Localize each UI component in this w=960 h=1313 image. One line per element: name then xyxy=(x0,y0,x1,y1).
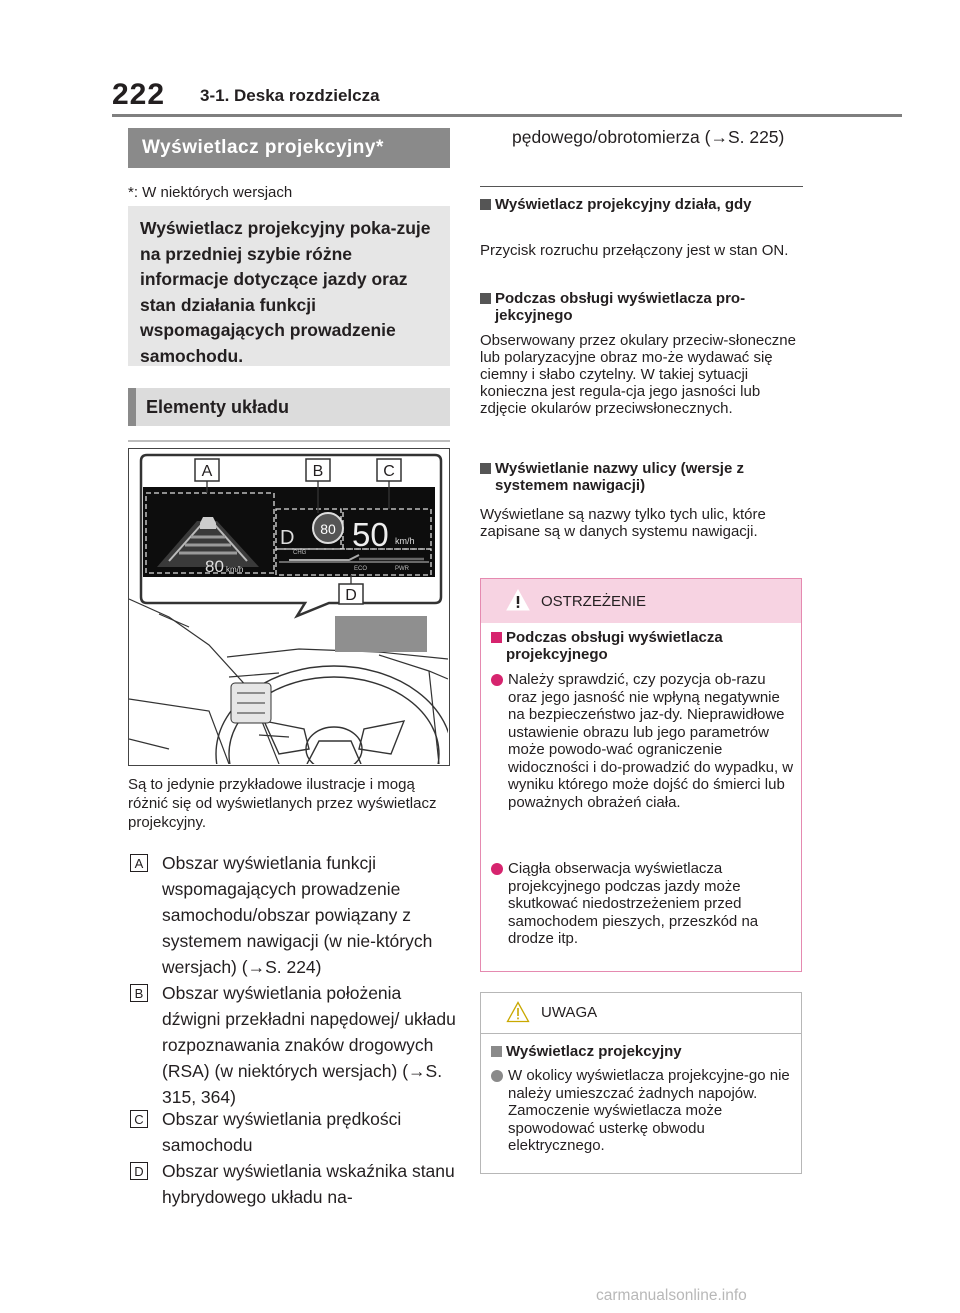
intro-box: Wyświetlacz projekcyjny poka-zuje na przedniej szybie różne informacje dotyczące jazdy oraz stan działania funkcji wspomagających prowadzenie samochodu. xyxy=(128,206,450,366)
warning-title: OSTRZEŻENIE xyxy=(541,593,647,610)
square-bullet-icon xyxy=(491,632,502,643)
chg-label: CHG xyxy=(293,550,307,556)
subsection-title: Elementy układu xyxy=(128,388,450,426)
chapter-title-bar: Wyświetlacz projekcyjny* xyxy=(128,128,450,168)
warning-header xyxy=(481,579,801,623)
notice-header xyxy=(481,993,801,1034)
warning-box xyxy=(480,578,802,972)
legend-item xyxy=(130,1106,460,1158)
notice-box xyxy=(480,992,802,1174)
bullet-dot-icon xyxy=(491,1070,503,1082)
info-heading: Wyświetlacz projekcyjny działa, gdy xyxy=(480,196,802,213)
subsection-rule xyxy=(128,440,450,442)
section-title: 3-1. Deska rozdzielcza xyxy=(200,86,380,105)
gear-indicator: D xyxy=(280,527,295,549)
legend-text: Obszar wyświetlania prędkości samochodu xyxy=(162,1109,402,1155)
set-speed-unit: km/h xyxy=(226,565,244,574)
info-body: Wyświetlane są nazwy tylko tych ulic, które zapisane są w danych systemu nawigacji. xyxy=(480,506,766,540)
footnote: *: W niektórych wersjach xyxy=(128,184,293,201)
speed-value: 50 xyxy=(352,516,389,553)
speed-limit-value: 80 xyxy=(320,521,336,537)
legend-text: Obszar wyświetlania wskaźnika stanu hybrydowego układu na- xyxy=(162,1161,455,1207)
bullet-dot-icon xyxy=(491,674,503,686)
notice-title: UWAGA xyxy=(541,1004,598,1021)
legend-item xyxy=(130,980,460,1110)
callout-a: A xyxy=(201,463,213,480)
page-number: 222 xyxy=(112,78,166,111)
watermark: carmanualsonline.info xyxy=(596,1287,747,1304)
square-bullet-icon xyxy=(480,199,491,210)
pwr-label: PWR xyxy=(395,566,409,572)
legend-text: Obszar wyświetlania funkcji wspomagających prowadzenie samochodu/obszar powiązany z systemem nawigacji (w nie-których wersjach) (→S. 224) xyxy=(162,853,433,977)
square-bullet-icon xyxy=(480,463,491,474)
square-bullet-icon xyxy=(480,293,491,304)
info-body: Obserwowany przez okulary przeciw-słoneczne lub polaryzacyjne obraz mo-że wydawać się ciemny i słabo czytelny. W takiej sytuacji konieczna jest regula-cja jego jasności lub zdjęcie okularów przeciwsłonecznych. xyxy=(480,332,796,417)
square-bullet-icon xyxy=(491,1046,502,1057)
notice-bullet: W okolicy wyświetlacza projekcyjne-go nie należy umieszczać żadnych napojów. Zamoczenie wyświetlacza może spowodować usterkę obwodu elektrycznego. xyxy=(491,1067,797,1155)
warning-heading: Podczas obsługi wyświetlacza projekcyjnego xyxy=(491,629,791,663)
warning-bullet: Należy sprawdzić, czy pozycja ob-razu oraz jego jasność nie wpłyną negatywnie na bezpieczeństwo jaz-dy. Nieprawidłowe ustawienie obrazu lub jego parametrów może powodo-wać ograniczenie widoczności i do-prowadzić do wypadku, w wyniku którego może dojść do śmierci lub poważnych obrażeń ciała. xyxy=(491,671,797,811)
info-heading: Podczas obsługi wyświetlacza pro-jekcyjnego xyxy=(480,290,802,324)
illustration-caption: Są to jedynie przykładowe ilustracje i mogą różnić się od wyświetlanych przez wyświetlacz projekcyjny. xyxy=(128,776,437,831)
legend-text: Obszar wyświetlania położenia dźwigni przekładni napędowej/ układu rozpoznawania znaków drogowych (RSA) (w niektórych wersjach) (→S. 315, 364) xyxy=(162,983,456,1107)
speed-unit: km/h xyxy=(395,536,415,546)
callout-c: C xyxy=(383,463,395,480)
hud-illustration xyxy=(128,448,450,766)
callout-b: B xyxy=(312,463,324,480)
projection-area xyxy=(335,616,427,652)
notice-heading: Wyświetlacz projekcyjny xyxy=(491,1043,791,1060)
info-body: Przycisk rozruchu przełączony jest w stan ON. xyxy=(480,242,789,259)
warning-triangle-icon xyxy=(506,589,530,611)
legend-label: C xyxy=(130,1110,148,1128)
legend-item xyxy=(130,850,460,980)
eco-label: ECO xyxy=(354,566,368,572)
legend-label: D xyxy=(130,1162,148,1180)
callout-d: D xyxy=(345,587,357,604)
column-rule xyxy=(480,186,803,187)
warning-bullet: Ciągła obserwacja wyświetlacza projekcyjnego podczas jazdy może skutkować niedostrzeżeniem przed samochodem pieszych, przeszkód na drodze itp. xyxy=(491,860,797,948)
caution-triangle-icon xyxy=(506,1001,530,1023)
set-speed: 80 xyxy=(205,557,224,576)
bullet-dot-icon xyxy=(491,863,503,875)
legend-label: B xyxy=(130,984,148,1002)
info-heading: Wyświetlanie nazwy ulicy (wersje z systemem nawigacji) xyxy=(480,460,802,494)
continuation-text: pędowego/obrotomierza (→S. 225) xyxy=(512,127,785,147)
legend-item xyxy=(130,1158,460,1210)
header-rule xyxy=(112,114,902,117)
legend-label: A xyxy=(130,854,148,872)
hud-diagram xyxy=(129,449,448,764)
